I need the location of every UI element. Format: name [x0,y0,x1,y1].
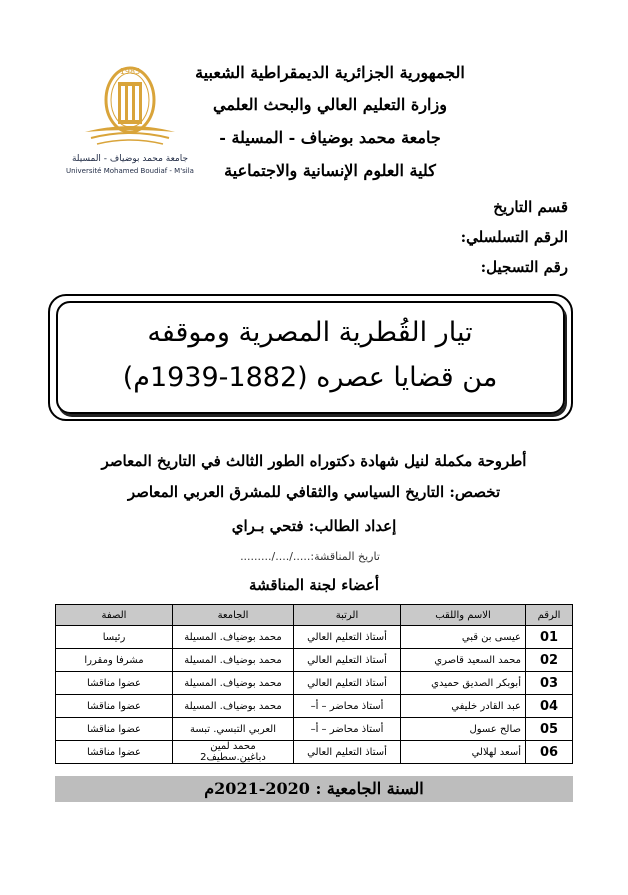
header-faculty: كلية العلوم الإنسانية والاجتماعية [224,161,436,180]
table-row [56,695,573,718]
member-university: محمد بوضياف. المسيلة [173,626,294,649]
member-university: العربي التبسي. تبسة [173,718,294,741]
table-row [56,741,573,764]
member-role: رئيسا [56,626,173,649]
logo-caption-arabic: جامعة محمد بوضياف - المسيلة [71,154,189,164]
member-rank: أستاذ التعليم العالي [294,741,401,764]
serial-number-label: الرقم التسلسلي: [460,228,568,246]
defense-date: تاريخ المناقشة:...../..../......... [240,550,380,563]
column-header-rank: الرتبة [294,605,401,626]
committee-table [55,604,573,764]
member-number: 03 [526,672,573,695]
header-university: جامعة محمد بوضياف - المسيلة - [219,128,441,147]
member-number: 02 [526,649,573,672]
committee-header-row [56,605,573,626]
member-name: صالح عسول [401,718,526,741]
column-header-university: الجامعة [173,605,294,626]
member-number: 05 [526,718,573,741]
member-role: عضوا مناقشا [56,695,173,718]
table-row [56,718,573,741]
member-number: 01 [526,626,573,649]
member-rank: أستاذ محاضر – أ– [294,695,401,718]
thesis-title-line1: تيار القُطرية المصرية وموقفه [147,317,473,348]
student-name: إعداد الطالب: فتحي بـراي [231,517,397,535]
member-number: 06 [526,741,573,764]
member-number: 04 [526,695,573,718]
logo-caption-french: Université Mohamed Boudiaf - M'sila [66,167,194,175]
member-university: محمد لمين دباغين.سطيف2 [173,741,294,764]
member-university: محمد بوضياف. المسيلة [173,672,294,695]
member-rank: أستاذ التعليم العالي [294,672,401,695]
member-name: محمد السعيد قاصري [401,649,526,672]
department-label: قسم التاريخ [493,198,568,216]
member-rank: أستاذ التعليم العالي [294,626,401,649]
member-name: أبوبكر الصديق حميدي [401,672,526,695]
thesis-specialty: تخصص: التاريخ السياسي والثقافي للمشرق العربي المعاصر [127,483,501,501]
member-name: عبد القادر خليفي [401,695,526,718]
member-university: محمد بوضياف. المسيلة [173,649,294,672]
academic-year: السنة الجامعية : 2020-2021م [55,776,573,802]
header-republic: الجمهورية الجزائرية الديمقراطية الشعبية [195,63,465,82]
member-university: محمد بوضياف. المسيلة [173,695,294,718]
table-row [56,672,573,695]
table-row [56,626,573,649]
member-rank: أستاذ التعليم العالي [294,649,401,672]
column-header-number: الرقم [526,605,573,626]
member-role: مشرفا ومقررا [56,649,173,672]
registration-number-label: رقم التسجيل: [480,258,568,276]
logo-year: 1985 [119,67,141,76]
member-role: عضوا مناقشا [56,741,173,764]
thesis-title-line2: من قضايا عصره (1882-1939م) [122,362,498,393]
member-role: عضوا مناقشا [56,672,173,695]
committee-heading: أعضاء لجنة المناقشة [248,576,380,594]
member-role: عضوا مناقشا [56,718,173,741]
member-name: أسعد لهلالي [401,741,526,764]
thesis-description: أطروحة مكملة لنيل شهادة دكتوراه الطور الثالث في التاريخ المعاصر [101,452,527,470]
member-name: عيسى بن قبي [401,626,526,649]
table-row [56,649,573,672]
column-header-role: الصفة [56,605,173,626]
column-header-name: الاسم واللقب [401,605,526,626]
member-rank: أستاذ محاضر – أ– [294,718,401,741]
header-ministry: وزارة التعليم العالي والبحث العلمي [213,95,447,114]
